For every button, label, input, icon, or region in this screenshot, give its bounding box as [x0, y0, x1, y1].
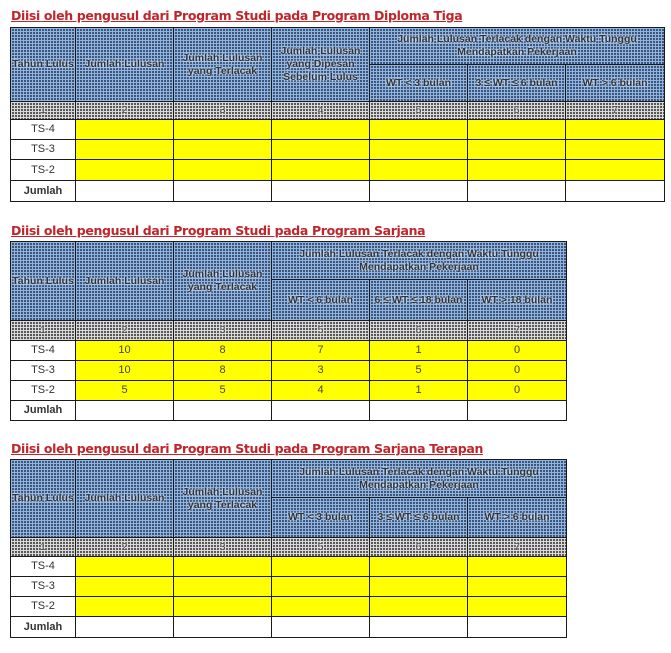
- total-row: [11, 181, 665, 202]
- table-row: [11, 120, 665, 140]
- input-cell[interactable]: [272, 120, 370, 140]
- total-cell[interactable]: [76, 401, 174, 421]
- total-row: [11, 401, 567, 421]
- column-number: 6: [468, 102, 566, 120]
- section-title-diploma-tiga: Diisi oleh pengusul dari Program Studi pada Program Diploma Tiga: [11, 8, 463, 23]
- input-cell[interactable]: [468, 577, 567, 597]
- input-cell[interactable]: [566, 160, 665, 181]
- table-row: [11, 160, 665, 181]
- header-waktu-tunggu-group: Jumlah Lulusan Terlacak dengan Waktu Tunggu Mendapatkan Pekerjaan: [272, 460, 567, 498]
- header-wt-1: WT < 6 bulan: [272, 280, 370, 321]
- row-label: TS-4: [11, 120, 76, 140]
- column-number: 1: [11, 538, 76, 557]
- input-cell[interactable]: 1: [370, 381, 468, 401]
- header-jumlah-terlacak: Jumlah Lulusan yang Terlacak: [174, 460, 272, 538]
- table-diploma-tiga: [10, 27, 665, 202]
- column-number: 4: [272, 102, 370, 120]
- header-tahun-lulus: Tahun Lulus: [11, 242, 76, 321]
- column-number: 3: [174, 538, 272, 557]
- section-title-sarjana: Diisi oleh pengusul dari Program Studi pada Program Sarjana: [11, 223, 426, 238]
- input-cell[interactable]: [272, 577, 370, 597]
- column-number: 7: [468, 538, 567, 557]
- column-number: 1: [11, 102, 76, 120]
- total-cell[interactable]: [174, 617, 272, 638]
- table-row: [11, 361, 567, 381]
- table-row: [11, 341, 567, 361]
- header-wt-2: 3 ≤ WT ≤ 6 bulan: [370, 498, 468, 538]
- row-label: TS-2: [11, 160, 76, 181]
- total-cell[interactable]: [272, 401, 370, 421]
- column-number: 2: [76, 102, 174, 120]
- row-label: TS-3: [11, 577, 76, 597]
- header-wt-1: WT < 3 bulan: [272, 498, 370, 538]
- total-cell[interactable]: [468, 181, 566, 202]
- input-cell[interactable]: [174, 140, 272, 160]
- table-row: [11, 557, 567, 577]
- input-cell[interactable]: [370, 577, 468, 597]
- column-number: 6: [370, 321, 468, 341]
- column-number: 5: [272, 538, 370, 557]
- table-sarjana-terapan: [10, 459, 567, 638]
- input-cell[interactable]: 4: [272, 381, 370, 401]
- input-cell[interactable]: 7: [272, 341, 370, 361]
- input-cell[interactable]: 0: [468, 381, 567, 401]
- input-cell[interactable]: [468, 597, 567, 617]
- input-cell[interactable]: [76, 140, 174, 160]
- input-cell[interactable]: 10: [76, 341, 174, 361]
- input-cell[interactable]: [76, 577, 174, 597]
- row-label: TS-2: [11, 597, 76, 617]
- table-row: [11, 140, 665, 160]
- input-cell[interactable]: [272, 140, 370, 160]
- input-cell[interactable]: 0: [468, 361, 567, 381]
- header-jumlah-lulusan: Jumlah Lulusan: [76, 460, 174, 538]
- table-sarjana: [10, 241, 567, 421]
- total-cell[interactable]: [468, 401, 567, 421]
- input-cell[interactable]: [76, 160, 174, 181]
- input-cell[interactable]: 5: [370, 361, 468, 381]
- column-number: 6: [370, 538, 468, 557]
- input-cell[interactable]: [468, 120, 566, 140]
- input-cell[interactable]: 0: [468, 341, 567, 361]
- input-cell[interactable]: [272, 557, 370, 577]
- header-wt-3: WT > 6 bulan: [468, 498, 567, 538]
- row-label: TS-2: [11, 381, 76, 401]
- total-cell[interactable]: [370, 401, 468, 421]
- table-row: [11, 381, 567, 401]
- total-cell[interactable]: [370, 617, 468, 638]
- input-cell[interactable]: [370, 160, 468, 181]
- total-cell[interactable]: [272, 617, 370, 638]
- total-cell[interactable]: [76, 181, 174, 202]
- input-cell[interactable]: [76, 120, 174, 140]
- header-jumlah-lulusan: Jumlah Lulusan: [76, 242, 174, 321]
- input-cell[interactable]: [174, 597, 272, 617]
- input-cell[interactable]: [76, 557, 174, 577]
- total-cell[interactable]: [174, 181, 272, 202]
- table-row: [11, 577, 567, 597]
- header-jumlah-dipesan: Jumlah Lulusan yang Dipesan Sebelum Lulus: [272, 28, 370, 102]
- input-cell[interactable]: [370, 597, 468, 617]
- row-label: TS-3: [11, 361, 76, 381]
- total-label: Jumlah: [11, 401, 76, 421]
- row-label: TS-4: [11, 341, 76, 361]
- input-cell[interactable]: 1: [370, 341, 468, 361]
- header-tahun-lulus: Tahun Lulus: [11, 460, 76, 538]
- input-cell[interactable]: [566, 140, 665, 160]
- column-number: 7: [566, 102, 665, 120]
- header-waktu-tunggu-group: Jumlah Lulusan Terlacak dengan Waktu Tunggu Mendapatkan Pekerjaan: [370, 28, 665, 65]
- input-cell[interactable]: 3: [272, 361, 370, 381]
- input-cell[interactable]: [174, 557, 272, 577]
- input-cell[interactable]: [566, 120, 665, 140]
- input-cell[interactable]: [272, 597, 370, 617]
- input-cell[interactable]: [370, 140, 468, 160]
- total-cell[interactable]: [174, 401, 272, 421]
- header-jumlah-terlacak: Jumlah Lulusan yang Terlacak: [174, 28, 272, 102]
- input-cell[interactable]: [174, 120, 272, 140]
- total-cell[interactable]: [468, 617, 567, 638]
- input-cell[interactable]: [174, 577, 272, 597]
- column-number: 5: [370, 102, 468, 120]
- total-row: [11, 617, 567, 638]
- header-wt-2: 6 ≤ WT ≤ 18 bulan: [370, 280, 468, 321]
- total-label: Jumlah: [11, 617, 76, 638]
- input-cell[interactable]: [468, 557, 567, 577]
- total-label: Jumlah: [11, 181, 76, 202]
- total-cell[interactable]: [370, 181, 468, 202]
- input-cell[interactable]: [468, 140, 566, 160]
- header-wt-3: WT > 18 bulan: [468, 280, 567, 321]
- column-number: 3: [174, 102, 272, 120]
- input-cell[interactable]: 5: [76, 381, 174, 401]
- section-title-sarjana-terapan: Diisi oleh pengusul dari Program Studi pada Program Sarjana Terapan: [11, 441, 483, 456]
- header-tahun-lulus: Tahun Lulus: [11, 28, 76, 102]
- row-label: TS-3: [11, 140, 76, 160]
- input-cell[interactable]: [370, 557, 468, 577]
- input-cell[interactable]: [76, 597, 174, 617]
- row-label: TS-4: [11, 557, 76, 577]
- header-wt-2: 3 ≤ WT ≤ 6 bulan: [468, 65, 566, 102]
- input-cell[interactable]: 8: [174, 361, 272, 381]
- input-cell[interactable]: [174, 160, 272, 181]
- column-number: 7: [468, 321, 567, 341]
- input-cell[interactable]: 8: [174, 341, 272, 361]
- input-cell[interactable]: [370, 120, 468, 140]
- table-row: [11, 597, 567, 617]
- header-wt-1: WT < 3 bulan: [370, 65, 468, 102]
- column-number: 2: [76, 321, 174, 341]
- column-number: 3: [174, 321, 272, 341]
- header-jumlah-lulusan: Jumlah Lulusan: [76, 28, 174, 102]
- header-jumlah-terlacak: Jumlah Lulusan yang Terlacak: [174, 242, 272, 321]
- column-number: 5: [272, 321, 370, 341]
- total-cell[interactable]: [272, 181, 370, 202]
- input-cell[interactable]: 10: [76, 361, 174, 381]
- column-number: 1: [11, 321, 76, 341]
- header-wt-3: WT > 6 bulan: [566, 65, 665, 102]
- input-cell[interactable]: [468, 160, 566, 181]
- column-number: 2: [76, 538, 174, 557]
- total-cell[interactable]: [566, 181, 665, 202]
- input-cell[interactable]: [272, 160, 370, 181]
- total-cell[interactable]: [76, 617, 174, 638]
- header-waktu-tunggu-group: Jumlah Lulusan Terlacak dengan Waktu Tunggu Mendapatkan Pekerjaan: [272, 242, 567, 280]
- input-cell[interactable]: 5: [174, 381, 272, 401]
